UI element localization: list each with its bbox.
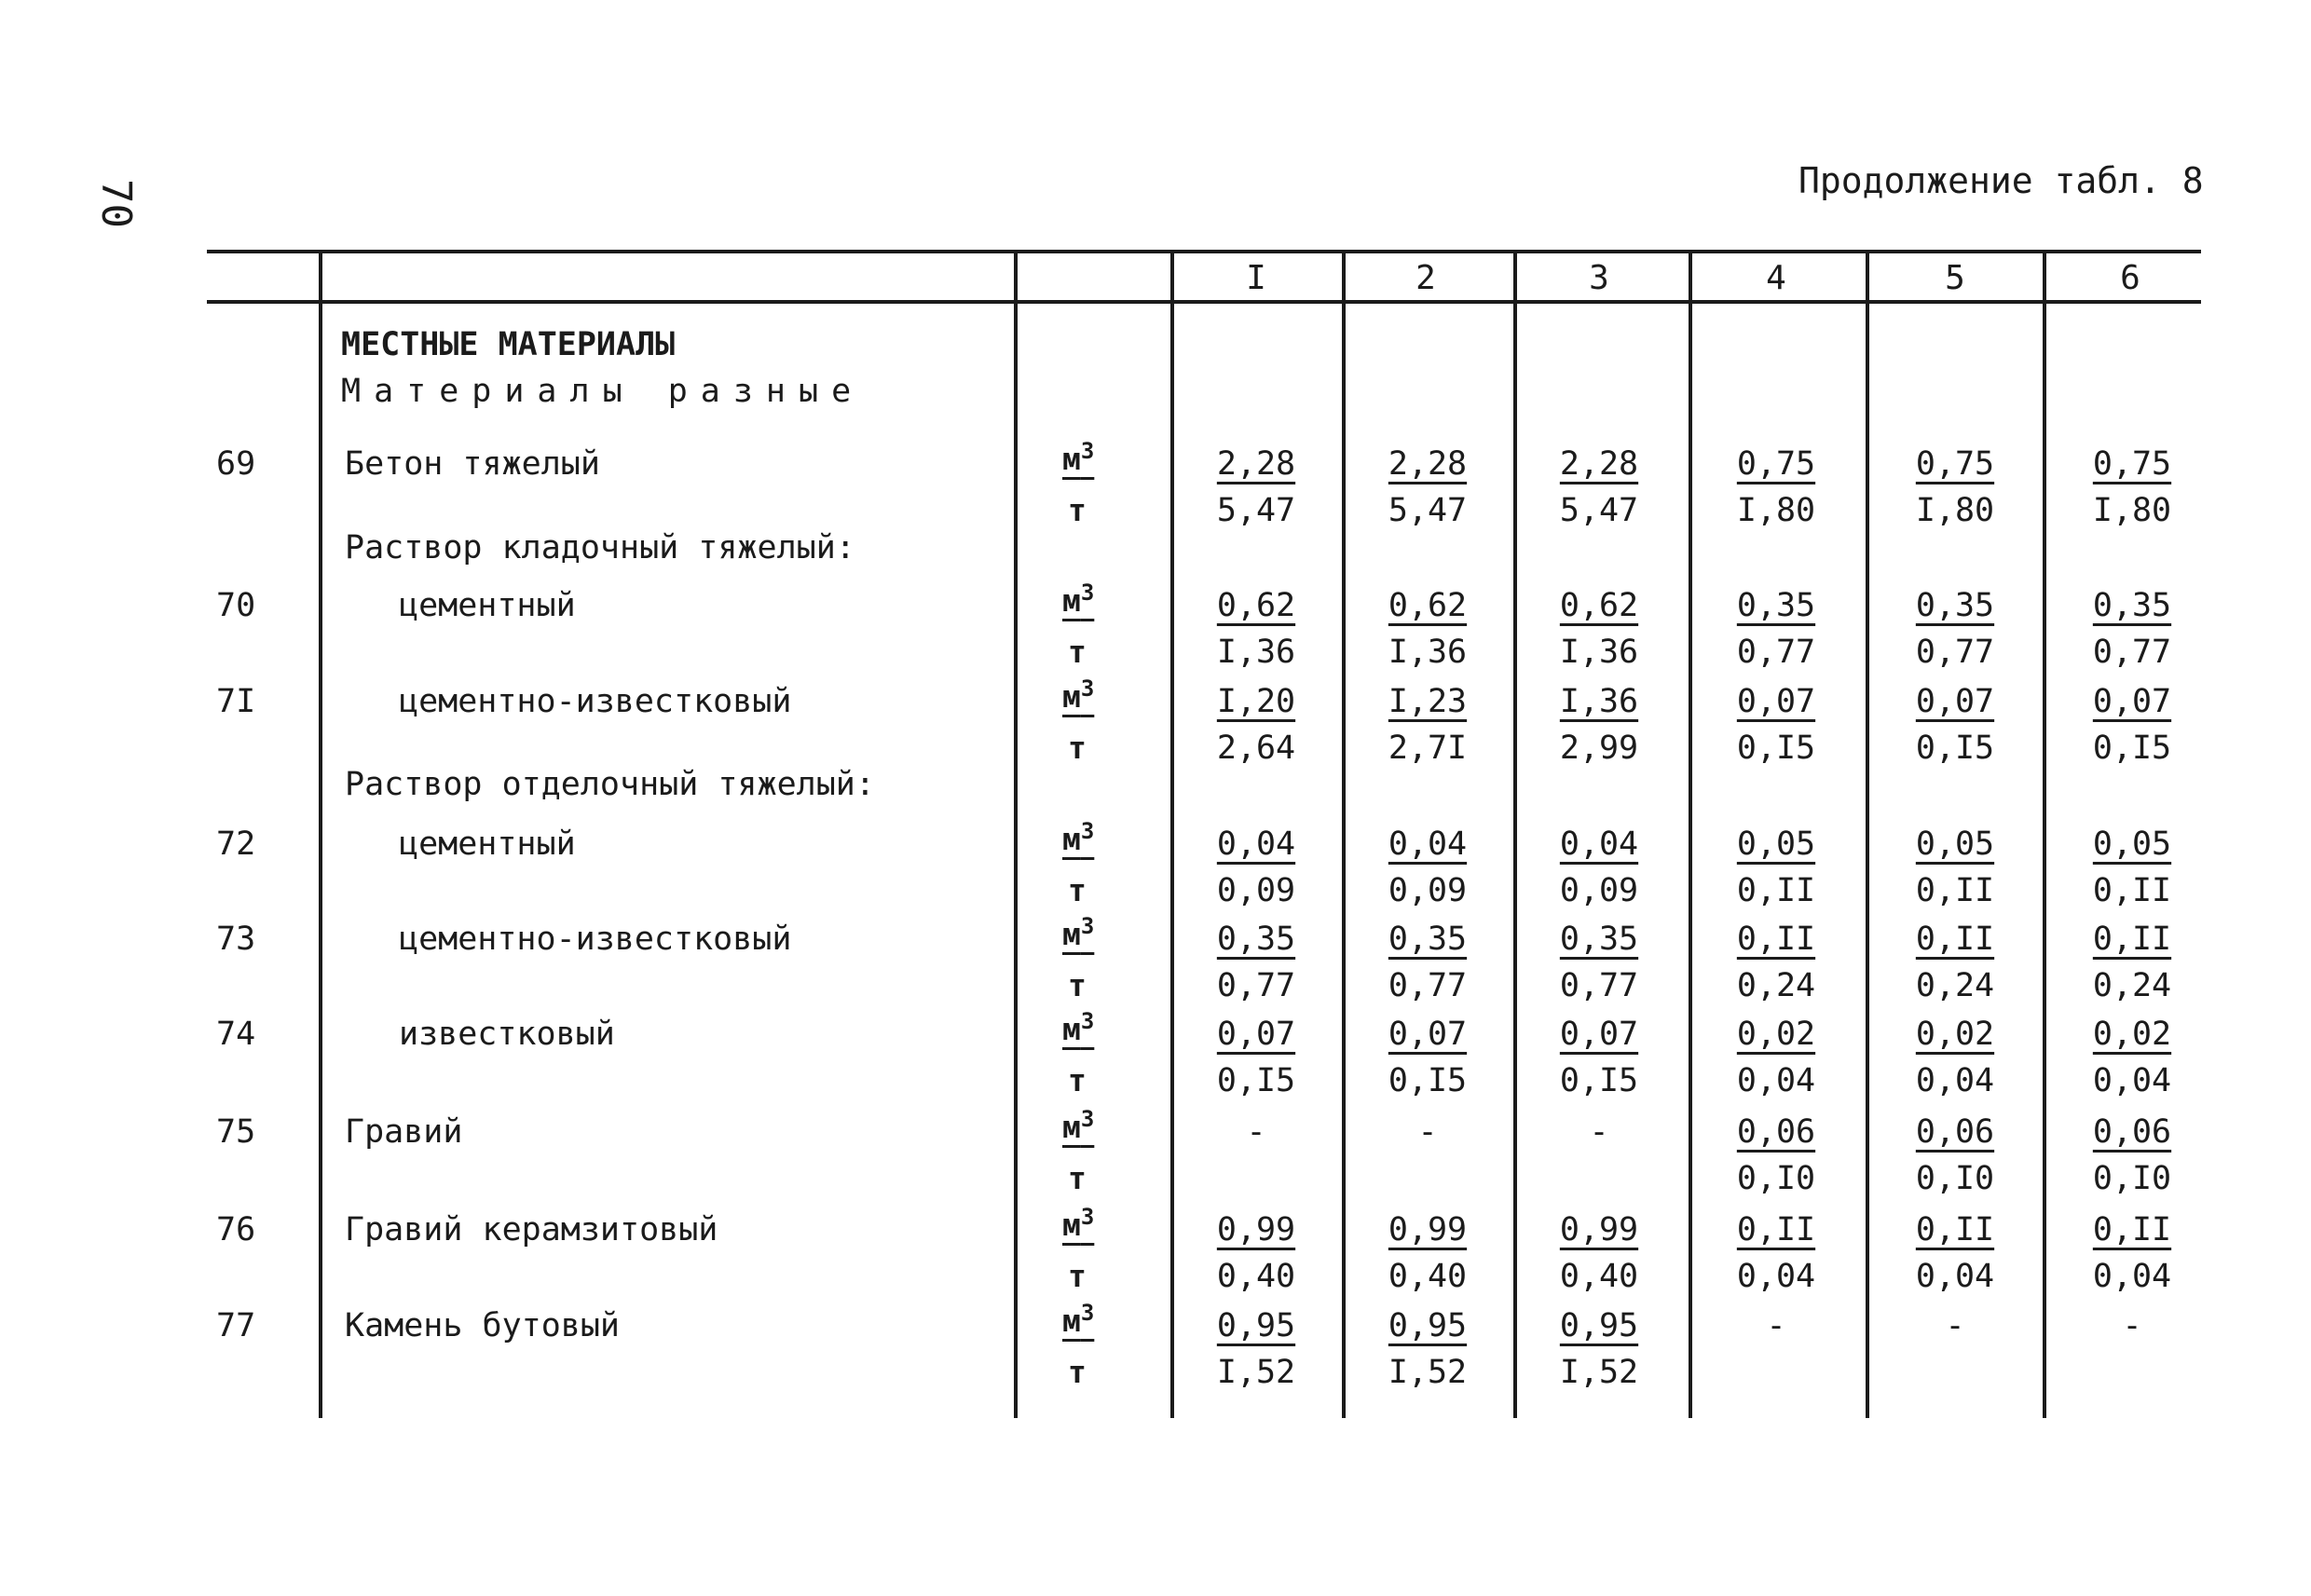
unit-volume bbox=[1062, 438, 1094, 477]
unit-mass: т bbox=[1068, 1160, 1087, 1196]
cell-volume: 0,95 bbox=[1559, 1307, 1639, 1344]
cell-volume: 0,07 bbox=[2092, 683, 2172, 720]
cell-volume: 0,35 bbox=[1559, 921, 1639, 958]
cell-mass: 0,I5 bbox=[1559, 1062, 1639, 1099]
unit-volume-base: м bbox=[1062, 1207, 1081, 1243]
cell-volume: - bbox=[1417, 1113, 1438, 1151]
unit-mass: т bbox=[1068, 1258, 1087, 1294]
row-name: Гравий bbox=[345, 1113, 463, 1151]
row-name: Гравий керамзитовый bbox=[345, 1211, 718, 1248]
row-number: 72 bbox=[216, 825, 256, 863]
cell-volume: - bbox=[1589, 1113, 1609, 1151]
unit-volume-exponent: 3 bbox=[1080, 580, 1095, 606]
cell-volume: I,36 bbox=[1559, 683, 1639, 720]
group-label-masonry: Раствор кладочный тяжелый: bbox=[345, 529, 855, 566]
unit-volume bbox=[1062, 1300, 1094, 1339]
unit-mass: т bbox=[1068, 634, 1087, 670]
page-number: 70 bbox=[92, 179, 140, 228]
unit-volume bbox=[1062, 913, 1094, 952]
cell-volume: 0,07 bbox=[1388, 1016, 1468, 1053]
cell-mass: 0,77 bbox=[1559, 967, 1639, 1004]
cell-volume: 0,05 bbox=[1915, 825, 1995, 863]
unit-mass: т bbox=[1068, 967, 1087, 1003]
cell-volume: 0,06 bbox=[1736, 1113, 1816, 1151]
cell-volume: 0,62 bbox=[1216, 587, 1296, 624]
table-caption: Продолжение табл. 8 bbox=[1798, 160, 2204, 201]
cell-mass: 0,77 bbox=[1915, 634, 1995, 671]
cell-volume: 0,05 bbox=[1736, 825, 1816, 863]
unit-mass: т bbox=[1068, 1354, 1087, 1390]
unit-volume-base: м bbox=[1062, 1109, 1081, 1145]
cell-mass: 0,04 bbox=[1915, 1258, 1995, 1295]
section-title: МЕСТНЫЕ МАТЕРИАЛЫ bbox=[341, 326, 676, 363]
cell-mass: 0,09 bbox=[1388, 872, 1468, 909]
unit-volume bbox=[1062, 1008, 1094, 1047]
row-number: 77 bbox=[216, 1307, 256, 1344]
cell-mass: 0,04 bbox=[1736, 1258, 1816, 1295]
cell-volume: 0,35 bbox=[1388, 921, 1468, 958]
row-number: 75 bbox=[216, 1113, 256, 1151]
cell-volume: 0,05 bbox=[2092, 825, 2172, 863]
cell-mass: I,80 bbox=[1915, 492, 1995, 529]
cell-volume: 0,99 bbox=[1216, 1211, 1296, 1248]
column-divider bbox=[1866, 253, 1869, 1418]
cell-volume: - bbox=[2122, 1307, 2142, 1344]
cell-mass: 0,I5 bbox=[1915, 730, 1995, 767]
cell-mass: I,52 bbox=[1559, 1354, 1639, 1391]
cell-volume: 0,II bbox=[1915, 1211, 1995, 1248]
cell-mass: 0,I0 bbox=[2092, 1160, 2172, 1197]
cell-mass: 0,09 bbox=[1216, 872, 1296, 909]
cell-mass: 0,I5 bbox=[1216, 1062, 1296, 1099]
cell-mass: 0,77 bbox=[2092, 634, 2172, 671]
column-header-2: 2 bbox=[1415, 259, 1436, 297]
cell-volume: 0,II bbox=[1915, 921, 1995, 958]
row-name: цементно-известковый bbox=[399, 683, 792, 720]
unit-volume-base: м bbox=[1062, 582, 1081, 619]
cell-volume: 0,62 bbox=[1559, 587, 1639, 624]
column-divider bbox=[1513, 253, 1517, 1418]
cell-mass: 0,04 bbox=[1915, 1062, 1995, 1099]
cell-volume: 0,35 bbox=[1216, 921, 1296, 958]
cell-volume: 0,06 bbox=[1915, 1113, 1995, 1151]
cell-mass: 0,24 bbox=[1915, 967, 1995, 1004]
cell-volume: 0,II bbox=[1736, 1211, 1816, 1248]
cell-volume: 2,28 bbox=[1216, 445, 1296, 483]
cell-volume: 0,02 bbox=[1915, 1016, 1995, 1053]
cell-volume: 2,28 bbox=[1559, 445, 1639, 483]
cell-volume: 0,95 bbox=[1216, 1307, 1296, 1344]
row-name: Камень бутовый bbox=[345, 1307, 621, 1344]
cell-volume: 0,95 bbox=[1388, 1307, 1468, 1344]
cell-volume: 0,75 bbox=[1915, 445, 1995, 483]
column-header-3: 3 bbox=[1589, 259, 1609, 297]
group-label-finishing: Раствор отделочный тяжелый: bbox=[345, 766, 875, 803]
cell-volume: 0,02 bbox=[2092, 1016, 2172, 1053]
cell-volume: 0,II bbox=[2092, 1211, 2172, 1248]
cell-mass: 2,7I bbox=[1388, 730, 1468, 767]
unit-volume bbox=[1062, 1204, 1094, 1243]
row-name: Бетон тяжелый bbox=[345, 445, 600, 483]
cell-mass: 2,64 bbox=[1216, 730, 1296, 767]
cell-mass: 0,I5 bbox=[1388, 1062, 1468, 1099]
cell-mass: 5,47 bbox=[1559, 492, 1639, 529]
cell-mass: I,36 bbox=[1388, 634, 1468, 671]
unit-volume-exponent: 3 bbox=[1080, 1106, 1095, 1132]
column-divider bbox=[1689, 253, 1692, 1418]
section-subtitle: Материалы разные bbox=[341, 373, 865, 410]
cell-mass: 5,47 bbox=[1216, 492, 1296, 529]
unit-volume-exponent: 3 bbox=[1080, 675, 1095, 702]
column-header-6: 6 bbox=[2120, 259, 2140, 297]
unit-volume-exponent: 3 bbox=[1080, 1204, 1095, 1230]
cell-volume: 0,35 bbox=[1915, 587, 1995, 624]
unit-mass: т bbox=[1068, 492, 1087, 528]
cell-volume: - bbox=[1246, 1113, 1266, 1151]
cell-volume: 0,99 bbox=[1559, 1211, 1639, 1248]
cell-mass: I,80 bbox=[1736, 492, 1816, 529]
cell-volume: 0,06 bbox=[2092, 1113, 2172, 1151]
cell-mass: 0,I0 bbox=[1915, 1160, 1995, 1197]
cell-volume: - bbox=[1766, 1307, 1786, 1344]
cell-mass: 0,40 bbox=[1216, 1258, 1296, 1295]
cell-volume: 0,II bbox=[2092, 921, 2172, 958]
cell-mass: 0,II bbox=[1915, 872, 1995, 909]
cell-mass: 5,47 bbox=[1388, 492, 1468, 529]
cell-mass: 0,24 bbox=[1736, 967, 1816, 1004]
unit-volume-exponent: 3 bbox=[1080, 438, 1095, 464]
cell-volume: 0,04 bbox=[1388, 825, 1468, 863]
row-name: цементный bbox=[399, 825, 576, 863]
cell-volume: 0,99 bbox=[1388, 1211, 1468, 1248]
cell-volume: 0,35 bbox=[1736, 587, 1816, 624]
cell-volume: 0,75 bbox=[1736, 445, 1816, 483]
unit-volume-exponent: 3 bbox=[1080, 1008, 1095, 1034]
cell-volume: 0,07 bbox=[1559, 1016, 1639, 1053]
unit-mass: т bbox=[1068, 872, 1087, 908]
row-number: 74 bbox=[216, 1016, 256, 1053]
row-number: 73 bbox=[216, 921, 256, 958]
row-name: цементно-известковый bbox=[399, 921, 792, 958]
row-number: 76 bbox=[216, 1211, 256, 1248]
unit-volume bbox=[1062, 818, 1094, 857]
unit-mass: т bbox=[1068, 1062, 1087, 1098]
cell-volume: I,23 bbox=[1388, 683, 1468, 720]
unit-volume-exponent: 3 bbox=[1080, 913, 1095, 939]
cell-volume: 0,75 bbox=[2092, 445, 2172, 483]
unit-volume-base: м bbox=[1062, 821, 1081, 857]
cell-mass: 0,40 bbox=[1388, 1258, 1468, 1295]
cell-mass: 0,I0 bbox=[1736, 1160, 1816, 1197]
cell-mass: 0,77 bbox=[1388, 967, 1468, 1004]
cell-mass: I,80 bbox=[2092, 492, 2172, 529]
cell-mass: 0,09 bbox=[1559, 872, 1639, 909]
column-divider bbox=[2043, 253, 2046, 1418]
cell-mass: 0,24 bbox=[2092, 967, 2172, 1004]
cell-volume: 2,28 bbox=[1388, 445, 1468, 483]
table-top-rule bbox=[207, 250, 2201, 253]
column-header-5: 5 bbox=[1945, 259, 1965, 297]
cell-mass: 0,I5 bbox=[2092, 730, 2172, 767]
cell-mass: 0,40 bbox=[1559, 1258, 1639, 1295]
cell-mass: I,52 bbox=[1216, 1354, 1296, 1391]
column-divider bbox=[1170, 253, 1174, 1418]
cell-mass: 2,99 bbox=[1559, 730, 1639, 767]
cell-volume: 0,02 bbox=[1736, 1016, 1816, 1053]
cell-mass: 0,77 bbox=[1216, 967, 1296, 1004]
cell-volume: 0,II bbox=[1736, 921, 1816, 958]
column-header-1: I bbox=[1246, 259, 1266, 297]
unit-volume-exponent: 3 bbox=[1080, 818, 1095, 844]
cell-mass: 0,04 bbox=[1736, 1062, 1816, 1099]
unit-volume-base: м bbox=[1062, 441, 1081, 477]
row-number: 7I bbox=[216, 683, 256, 720]
cell-mass: 0,04 bbox=[2092, 1062, 2172, 1099]
unit-volume bbox=[1062, 580, 1094, 619]
unit-volume-base: м bbox=[1062, 678, 1081, 715]
cell-volume: 0,62 bbox=[1388, 587, 1468, 624]
unit-volume-exponent: 3 bbox=[1080, 1300, 1095, 1326]
table-header-rule bbox=[207, 300, 2201, 304]
cell-mass: I,36 bbox=[1559, 634, 1639, 671]
cell-mass: 0,77 bbox=[1736, 634, 1816, 671]
cell-volume: 0,07 bbox=[1736, 683, 1816, 720]
row-name: известковый bbox=[399, 1016, 615, 1053]
cell-volume: 0,04 bbox=[1216, 825, 1296, 863]
unit-volume-base: м bbox=[1062, 916, 1081, 952]
unit-volume bbox=[1062, 1106, 1094, 1145]
cell-volume: 0,04 bbox=[1559, 825, 1639, 863]
cell-volume: 0,35 bbox=[2092, 587, 2172, 624]
row-name: цементный bbox=[399, 587, 576, 624]
column-divider bbox=[319, 253, 322, 1418]
cell-volume: - bbox=[1945, 1307, 1965, 1344]
cell-mass: 0,II bbox=[2092, 872, 2172, 909]
unit-mass: т bbox=[1068, 730, 1087, 766]
unit-volume-base: м bbox=[1062, 1303, 1081, 1339]
column-divider bbox=[1342, 253, 1346, 1418]
cell-mass: 0,II bbox=[1736, 872, 1816, 909]
row-number: 70 bbox=[216, 587, 256, 624]
cell-volume: 0,07 bbox=[1216, 1016, 1296, 1053]
column-header-4: 4 bbox=[1766, 259, 1786, 297]
cell-volume: I,20 bbox=[1216, 683, 1296, 720]
unit-volume-base: м bbox=[1062, 1011, 1081, 1047]
unit-volume bbox=[1062, 675, 1094, 715]
cell-mass: I,36 bbox=[1216, 634, 1296, 671]
cell-volume: 0,07 bbox=[1915, 683, 1995, 720]
cell-mass: I,52 bbox=[1388, 1354, 1468, 1391]
row-number: 69 bbox=[216, 445, 256, 483]
cell-mass: 0,04 bbox=[2092, 1258, 2172, 1295]
cell-mass: 0,I5 bbox=[1736, 730, 1816, 767]
column-divider bbox=[1014, 253, 1018, 1418]
